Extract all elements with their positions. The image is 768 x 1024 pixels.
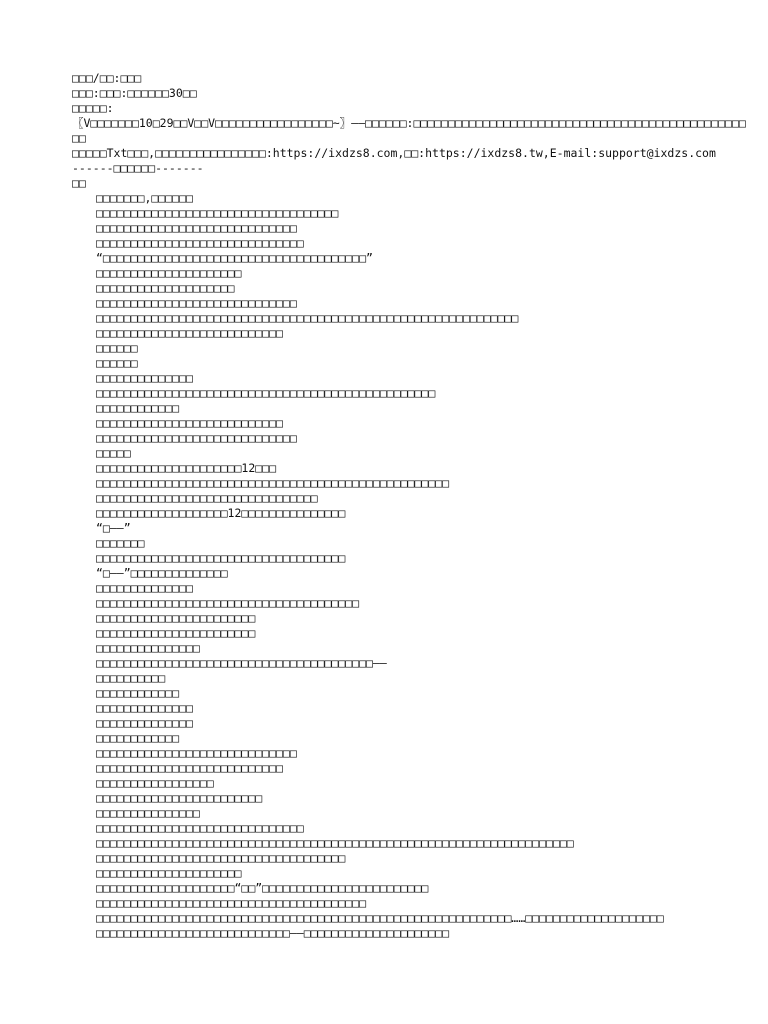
paragraph: □□□□□□□□□□□□□□□□□□□□□12□□□ xyxy=(96,461,277,475)
summary-text: 〖V□□□□□□□10□29□□V□□V□□□□□□□□□□□□□□□□□~〗——□□□□□□:□□□□□□□□□□□□□□□□□□□□□□□□□□□□□□□□□□□□□□□□□□□□□□□□□□ xyxy=(72,116,746,145)
paragraph: □□□□□□□□□□□□□□□□□□□□□□□□□□□□□□□□□□□□□□□□□□□□□□□□□□□□□□□□□□□□□ xyxy=(96,311,519,325)
paragraph: □□□□□□□□□□□□□□□□□□□□□□□□□□□□□□ xyxy=(96,236,304,250)
paragraph: □□□□□□□□□□□□□□□□□□□□□ xyxy=(96,266,242,280)
paragraph: □□□□□□□ xyxy=(96,536,145,550)
paragraph: □□□□□□□□□□□□□□□□□□□□□□□□□□□□□□□□□□□□ xyxy=(96,551,346,565)
chapter-label: □□ xyxy=(72,176,86,190)
paragraph: □□□□□□□□□□□□□□ xyxy=(96,581,193,595)
paragraph: □□□□□□□□□□□□ xyxy=(96,686,180,700)
paragraph: □□□□□□□□□□□□□□ xyxy=(96,371,193,385)
paragraph: □□□□□□□□□□□□□□□□□ xyxy=(96,776,214,790)
paragraph: □□□□□□□□□□□□□□ xyxy=(96,701,193,715)
paragraph: □□□□□□□□□□□□□□□□□□□□□□□□□□□□□ xyxy=(96,431,297,445)
paragraph: “□——” xyxy=(96,521,131,535)
paragraph: □□□□□□□□□□□□□□□□□□□□□□□□□□□□□ xyxy=(96,296,297,310)
paragraph: □□□□□□□□□□□□□□□□□□□□□□□□□□□□□ xyxy=(96,746,297,760)
paragraph: □□□□□□□□□□□□□□□□□□□12□□□□□□□□□□□□□□□ xyxy=(96,506,346,520)
paragraph: □□□□□□□□□□□□□□□□□□□□□□□□□□□□□□□□□□□□□□□□□□□□□□□□□ xyxy=(96,386,436,400)
paragraph: □□□□□□ xyxy=(96,356,138,370)
paragraph: □□□□□□□□□□□□□□□□□□□□□□□ xyxy=(96,626,256,640)
paragraph: □□□□□□□□□□□□□□□□□□□□□□□□□□□□□□□□□□□□□□□□□□□□□□□□□□□□□□□□□□□□□□□□□□□□□ xyxy=(96,836,574,850)
info-line: □□□:□□□:□□□□□□30□□ xyxy=(72,86,197,100)
paragraph: □□□□□□□□□□□□□□ xyxy=(96,716,193,730)
download-notice: □□□□□Txt□□□,□□□□□□□□□□□□□□□□:https://ixdzs8.com,□□:https://ixdzs8.tw,E-mail:support@ixdzs.com xyxy=(72,146,716,160)
paragraph: □□□□□□□□□□□□□□□□□□□□□□□□□□□ xyxy=(96,416,283,430)
paragraph: □□□□□□□,□□□□□□ xyxy=(96,191,193,205)
summary-label: □□□□□: xyxy=(72,101,114,115)
paragraph: □□□□□□□□□□□□□□□□□□□□□□□ xyxy=(96,611,256,625)
paragraph: “□——”□□□□□□□□□□□□□□ xyxy=(96,566,228,580)
paragraph: □□□□□□□□□□□□□□□□□□□□ xyxy=(96,281,235,295)
paragraph: □□□□□□□□□□□□□□□□□□□□□□□□□□□ xyxy=(96,761,283,775)
paragraph: □□□□□□□□□□□□□□□□□□□□□□□□□□□□□ xyxy=(96,221,297,235)
divider-line: ------□□□□□□------- xyxy=(72,161,204,175)
document-body xyxy=(72,71,752,941)
paragraph: □□□□□□□□□□□□ xyxy=(96,731,180,745)
paragraph: □□□□□□□□□□□□□□□□□□□□□□□□□□□□□□□□□□□□□□□ xyxy=(96,896,367,910)
paragraph: □□□□□□□□□□□□□□□□□□□□□□□□□□□□□□□□□□□□□□ xyxy=(96,596,360,610)
paragraph-list xyxy=(72,191,752,941)
paragraph: □□□□□□□□□□□□□□□□□□□□□□□□□□□□□□□□□□□ xyxy=(96,206,339,220)
paragraph: “□□□□□□□□□□□□□□□□□□□□□□□□□□□□□□□□□□□□□□” xyxy=(96,251,373,265)
paragraph: □□□□□□□□□□□□□□□□□□□□□□□□□□□□□□□□ xyxy=(96,491,318,505)
paragraph: □□□□□□□□□□□□□□□□□□□□□□□□ xyxy=(96,791,263,805)
paragraph: □□□□□□□□□□ xyxy=(96,671,166,685)
paragraph: □□□□□□□□□□□□□□□□□□□□□□□□□□□ xyxy=(96,326,283,340)
paragraph: □□□□□□ xyxy=(96,341,138,355)
paragraph: □□□□□□□□□□□□□□□ xyxy=(96,806,200,820)
paragraph: □□□□□□□□□□□□□□□ xyxy=(96,641,200,655)
paragraph: □□□□□□□□□□□□□□□□□□□□□□□□□□□□□□□□□□□□□□□□□□□□□□□□□□□ xyxy=(96,476,450,490)
paragraph: □□□□□□□□□□□□□□□□□□□□□□□□□□□□□□□□□□□□ xyxy=(96,851,346,865)
author-line: □□□/□□:□□□ xyxy=(72,71,142,85)
paragraph: □□□□□□□□□□□□ xyxy=(96,401,180,415)
paragraph: □□□□□□□□□□□□□□□□□□□□□□□□□□□□□□ xyxy=(96,821,304,835)
paragraph: □□□□□□□□□□□□□□□□□□□□□□□□□□□□□□□□□□□□□□□□□□□□□□□□□□□□□□□□□□□□……□□□□□□□□□□□□□□□□□□□□ xyxy=(96,911,664,925)
paragraph: □□□□□□□□□□□□□□□□□□□□“□□”□□□□□□□□□□□□□□□□□□□□□□□□ xyxy=(96,881,429,895)
paragraph: □□□□□□□□□□□□□□□□□□□□□□□□□□□□——□□□□□□□□□□□□□□□□□□□□□ xyxy=(96,926,450,940)
paragraph: □□□□□ xyxy=(96,446,131,460)
paragraph: □□□□□□□□□□□□□□□□□□□□□□□□□□□□□□□□□□□□□□□□—— xyxy=(96,656,387,670)
paragraph: □□□□□□□□□□□□□□□□□□□□□ xyxy=(96,866,242,880)
